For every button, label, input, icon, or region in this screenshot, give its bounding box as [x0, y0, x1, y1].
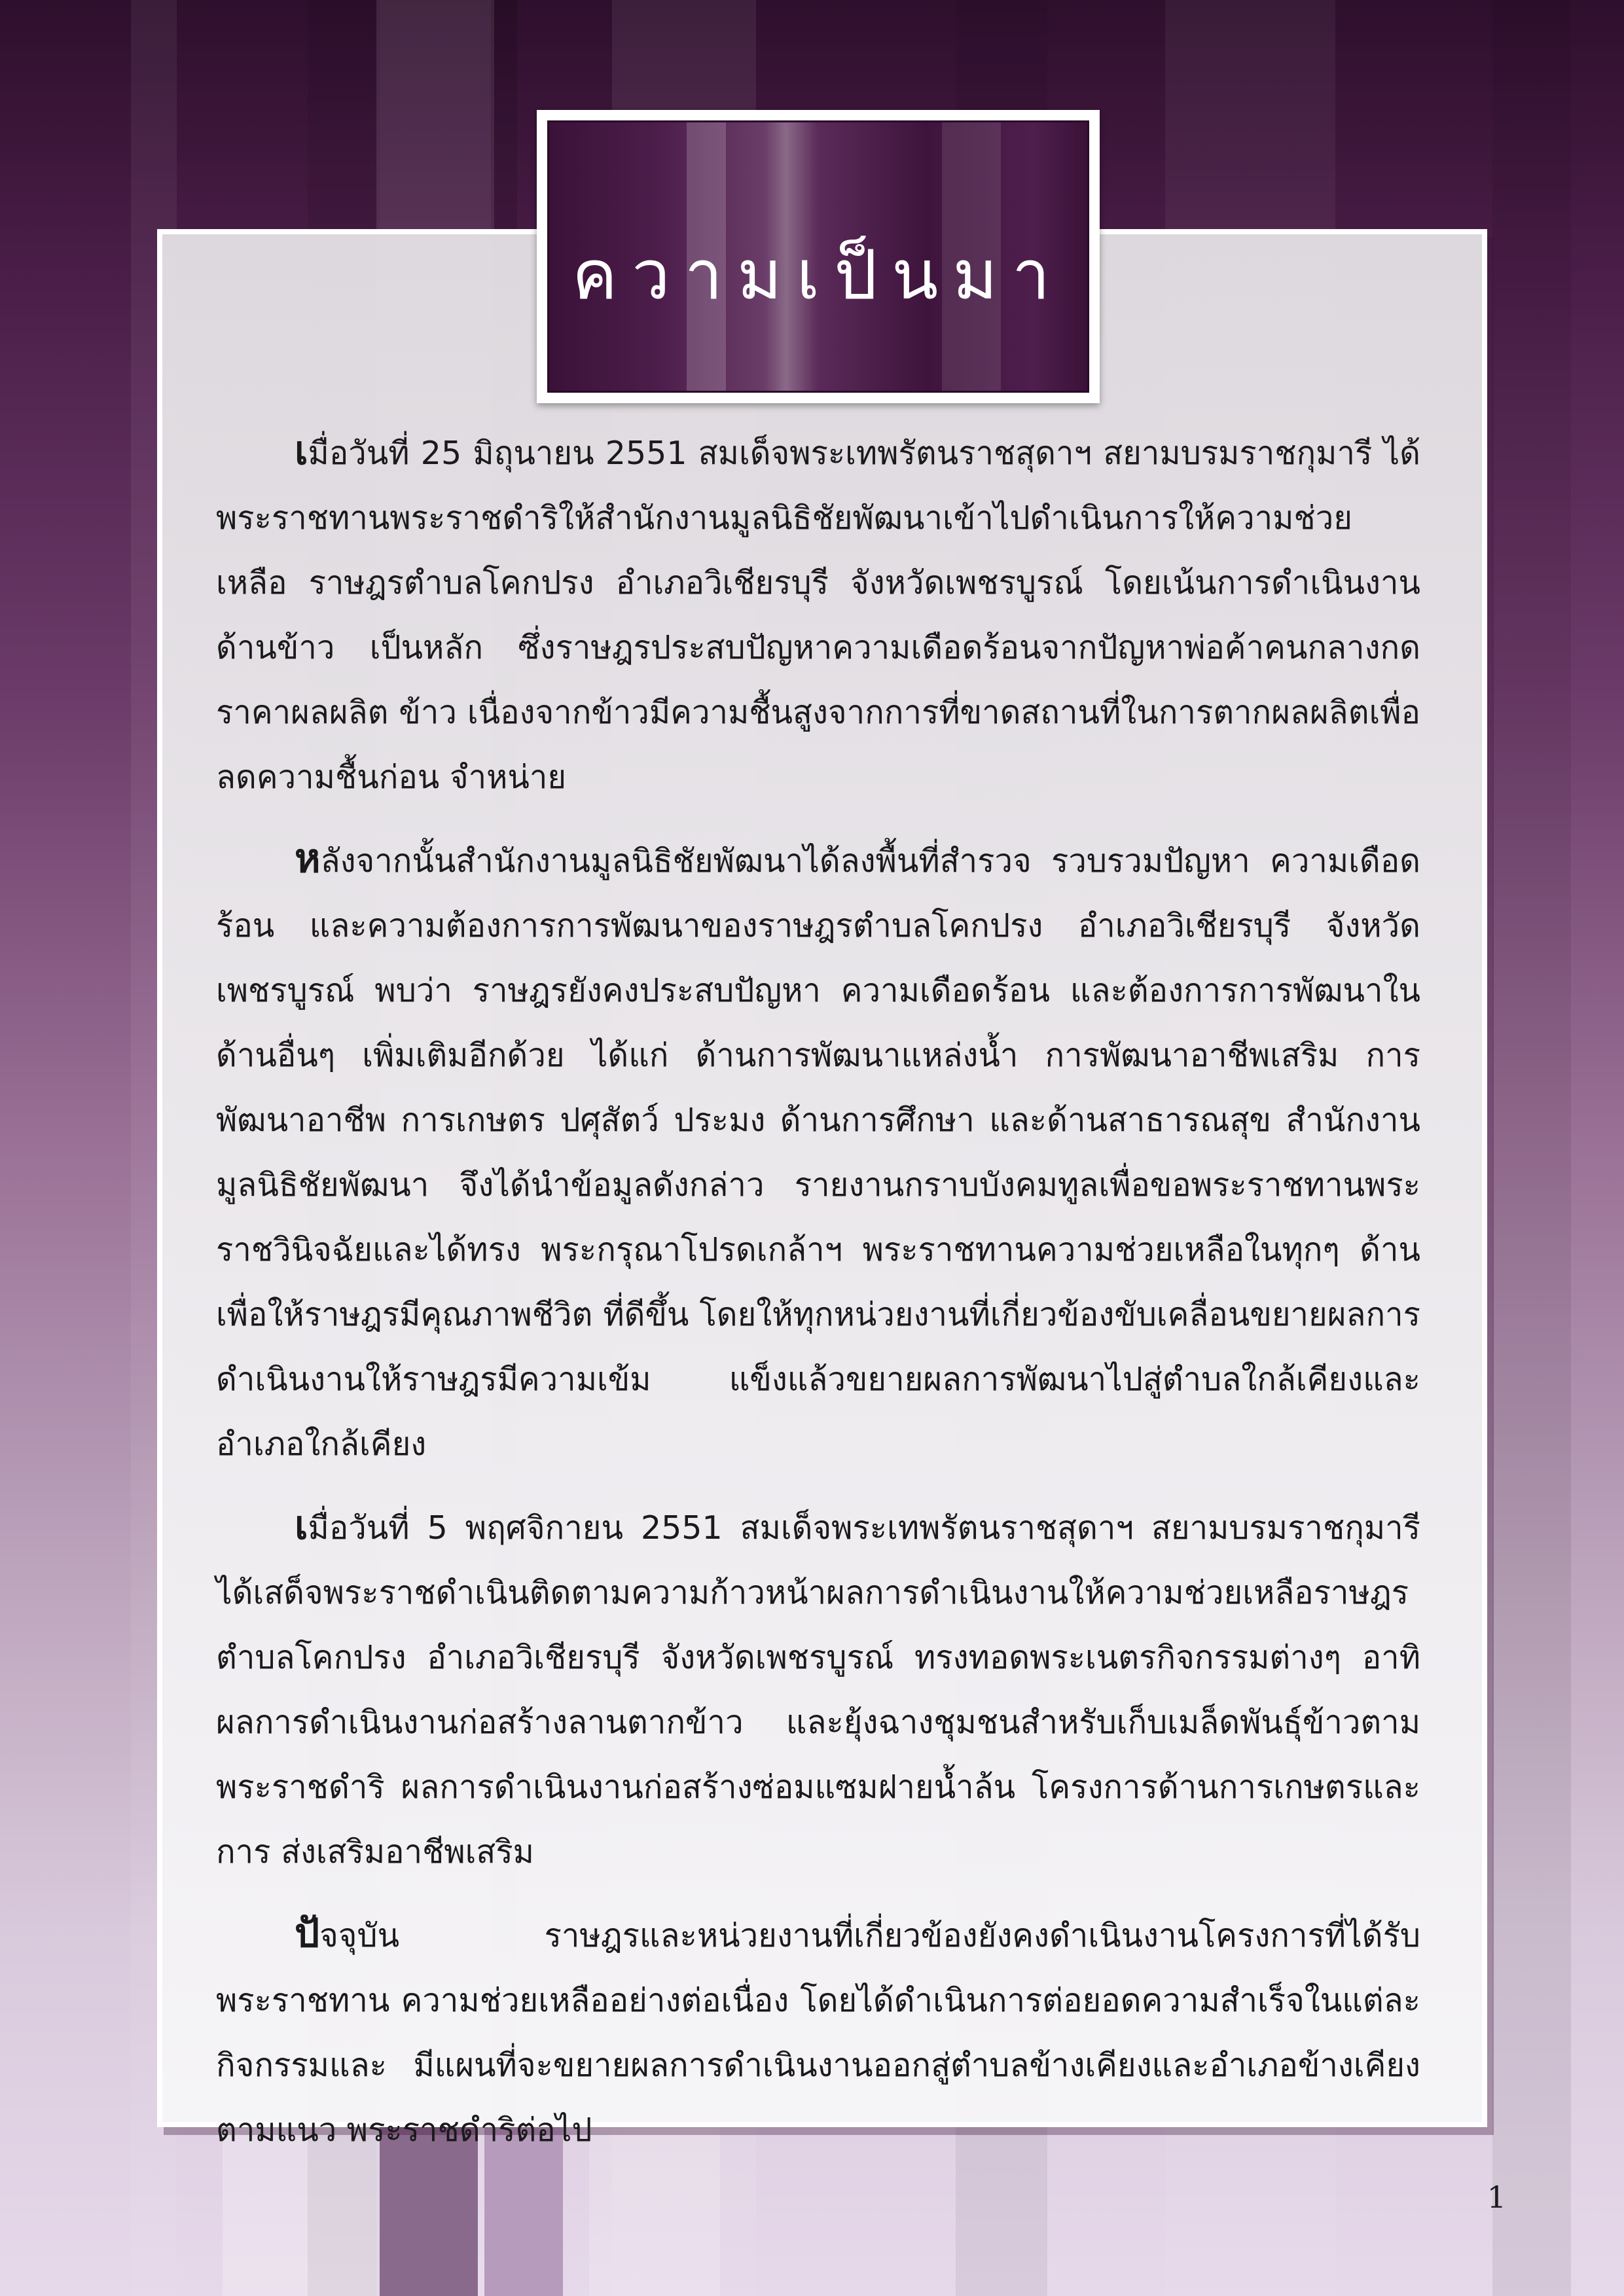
- paragraph-text: มื่อวันที่ 5 พฤศจิกายน 2551 สมเด็จพระเทพรัตนราชสุดาฯ สยามบรมราชกุมารี ได้เสด็จพระราชดำเนินติดตามความก้าวหน้าผลการดำเนินงานให้ความช่วยเหลือราษฎร ตำบลโคกปรง อำเภอวิเชียรบุรี จังหวัดเพชรบูรณ์ ทรงทอดพระเนตรกิจกรรมต่างๆ อาทิ ผลการดำเนินงานก่อสร้างลานตากข้าว และยุ้งฉางชุมชนสำหรับเก็บเมล็ดพันธุ์ข้าวตาม พระราชดำริ ผลการดำเนินงานก่อสร้างซ่อมแซมฝายน้ำล้น โครงการด้านการเกษตรและการ ส่งเสริมอาชีพเสริม: [216, 1509, 1420, 1871]
- paragraph-1: [216, 419, 1420, 810]
- paragraph-lead-letter: ปั: [295, 1910, 320, 1956]
- page-number: 1: [1487, 2179, 1506, 2215]
- paragraph-text: จจุบัน ราษฎรและหน่วยงานที่เกี่ยวข้องยังคงดำเนินงานโครงการที่ได้รับพระราชทาน ความช่วยเหลืออย่างต่อเนื่อง โดยได้ดำเนินการต่อยอดความสำเร็จในแต่ละกิจกรรมและ มีแผนที่จะขยายผลการดำเนินงานออกสู่ตำบลข้างเคียงและอำเภอข้างเคียงตามแนว พระราชดำริต่อไป: [216, 1917, 1420, 2149]
- paragraph-text: มื่อวันที่ 25 มิถุนายน 2551 สมเด็จพระเทพรัตนราชสุดาฯ สยามบรมราชกุมารี ได้พระราชทานพระราชดำริให้สำนักงานมูลนิธิชัยพัฒนาเข้าไปดำเนินการให้ความช่วยเหลือ ราษฎรตำบลโคกปรง อำเภอวิเชียรบุรี จังหวัดเพชรบูรณ์ โดยเน้นการดำเนินงานด้านข้าว เป็นหลัก ซึ่งราษฎรประสบปัญหาความเดือดร้อนจากปัญหาพ่อค้าคนกลางกดราคาผลผลิต ข้าว เนื่องจากข้าวมีความชื้นสูงจากการที่ขาดสถานที่ในการตากผลผลิตเพื่อลดความชื้นก่อน จำหน่าย: [216, 435, 1420, 796]
- title-frame: [537, 110, 1100, 403]
- paragraph-4: [216, 1901, 1420, 2162]
- title-banner: [547, 120, 1089, 393]
- paragraph-lead-letter: ห: [295, 836, 321, 882]
- article-body: [216, 419, 1420, 2179]
- paragraph-text: ลังจากนั้นสำนักงานมูลนิธิชัยพัฒนาได้ลงพื้นที่สำรวจ รวบรวมปัญหา ความเดือดร้อน และความต้องการการพัฒนาของราษฎรตำบลโคกปรง อำเภอวิเชียรบุรี จังหวัดเพชรบูรณ์ พบว่า ราษฎรยังคงประสบปัญหา ความเดือดร้อน และต้องการการพัฒนาในด้านอื่นๆ เพิ่มเติมอีกด้วย ได้แก่ ด้านการพัฒนาแหล่งน้ำ การพัฒนาอาชีพเสริม การพัฒนาอาชีพ การเกษตร ปศุสัตว์ ประมง ด้านการศึกษา และด้านสาธารณสุข สำนักงานมูลนิธิชัยพัฒนา จึงได้นำข้อมูลดังกล่าว รายงานกราบบังคมทูลเพื่อขอพระราชทานพระราชวินิจฉัยและได้ทรง พระกรุณาโปรดเกล้าฯ พระราชทานความช่วยเหลือในทุกๆ ด้าน เพื่อให้ราษฎรมีคุณภาพชีวิต ที่ดีขึ้น โดยให้ทุกหน่วยงานที่เกี่ยวข้องขับเคลื่อนขยายผลการดำเนินงานให้ราษฎรมีความเข้ม แข็งแล้วขยายผลการพัฒนาไปสู่ตำบลใกล้เคียงและอำเภอใกล้เคียง: [216, 842, 1420, 1463]
- paragraph-2: [216, 827, 1420, 1477]
- page-title: ความเป็นมา: [571, 235, 1065, 315]
- paragraph-lead-letter: เ: [295, 1503, 308, 1549]
- paragraph-lead-letter: เ: [295, 428, 308, 474]
- background-stripe: [1492, 0, 1571, 2296]
- paragraph-3: [216, 1494, 1420, 1884]
